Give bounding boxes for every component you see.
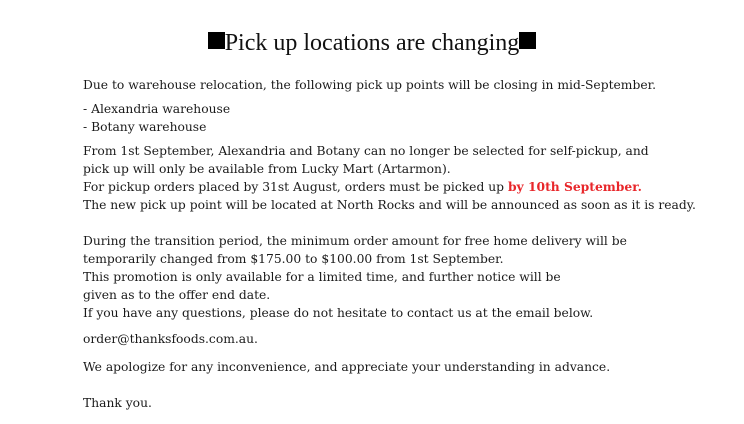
- promo-line: This promotion is only available for a limited time, and further notice will be: [83, 270, 561, 284]
- closing-location-item: - Alexandria warehouse: [83, 102, 231, 116]
- promo-line: If you have any questions, please do not hesitate to contact us at the email below.: [83, 306, 594, 320]
- pickup-line: pick up will only be available from Lucky Mart (Artarmon).: [83, 162, 451, 176]
- apology-text: We apologize for any inconvenience, and appreciate your understanding in advance.: [83, 360, 611, 374]
- pickup-change-paragraph: [83, 142, 733, 214]
- black-square-icon: [208, 32, 225, 49]
- closing-locations-list: [83, 100, 733, 136]
- notice-title: Pick up locations are changing: [224, 30, 520, 56]
- closing-location-item: - Botany warehouse: [83, 120, 207, 134]
- notice-body: [83, 76, 733, 412]
- promo-line: temporarily changed from $175.00 to $100.00 from 1st September.: [83, 252, 504, 266]
- signoff-text: Thank you.: [83, 396, 152, 410]
- pickup-deadline-line: [83, 178, 733, 196]
- pickup-deadline-text: For pickup orders placed by 31st August, orders must be picked up: [83, 180, 508, 194]
- notice-heading: [0, 28, 744, 58]
- intro-text: Due to warehouse relocation, the following pick up points will be closing in mid-September.: [83, 78, 657, 92]
- black-square-icon: [519, 32, 536, 49]
- promo-line: given as to the offer end date.: [83, 288, 271, 302]
- promo-line: During the transition period, the minimum order amount for free home delivery will be: [83, 234, 627, 248]
- pickup-line: From 1st September, Alexandria and Botany can no longer be selected for self-pickup, and: [83, 144, 649, 158]
- pickup-deadline-highlight: by 10th September.: [507, 179, 642, 194]
- delivery-promo-paragraph: [83, 232, 733, 322]
- contact-email: order@thanksfoods.com.au.: [83, 332, 258, 346]
- pickup-line: The new pick up point will be located at North Rocks and will be announced as soon as it is ready.: [83, 198, 696, 212]
